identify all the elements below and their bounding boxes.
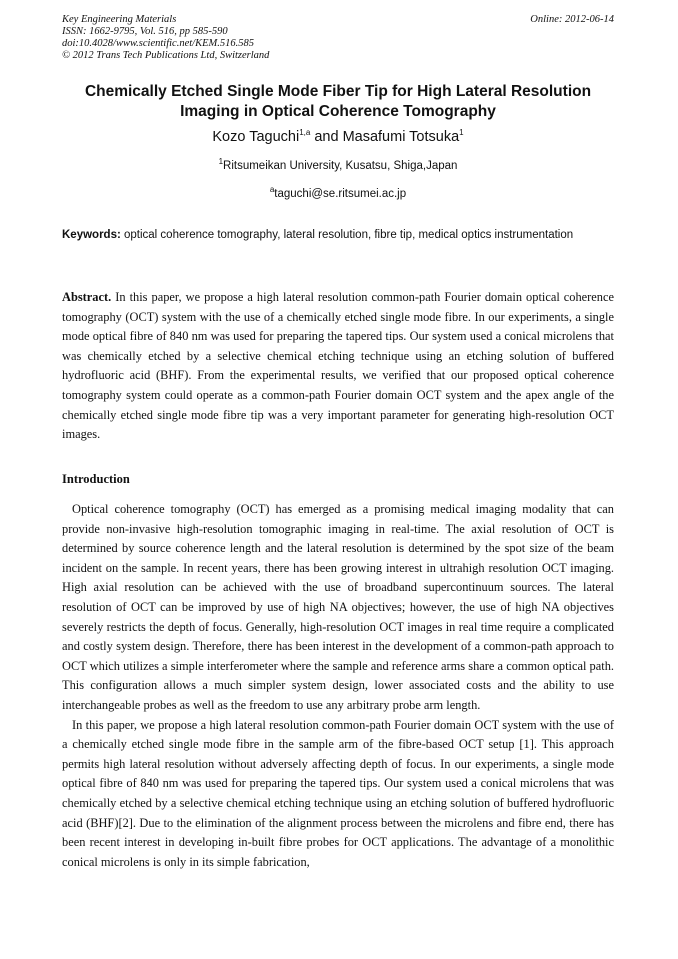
author-2: Masafumi Totsuka: [342, 129, 460, 145]
affiliation-superscript: 1: [218, 157, 224, 167]
abstract: [62, 288, 614, 445]
journal-issn: ISSN: 1662-9795, Vol. 516, pp 585-590: [62, 26, 228, 37]
author-1-superscript: 1,a: [299, 128, 311, 138]
author-1: Kozo Taguchi: [212, 129, 300, 145]
abstract-text: In this paper, we propose a high lateral resolution common-path Fourier domain optical coherence tomography (OCT) system with the use of a chemically etched single mode fibre. In our experiments, a single mode optical fibre of 840 nm was used for preparing the tapered tips. Our system used a conical microlens that was chemically etched by a selective chemical etching technique using an etching solution of buffered hydrofluoric acid (BHF). From the experimental results, we verified that our proposed optical coherence tomography system could operate as a common-path Fourier domain OCT system and the apex angle of the chemically etched single mode fibre tip was a very important parameter for generating high-resolution OCT images.: [62, 290, 614, 442]
journal-header: [62, 14, 614, 62]
keywords-text: optical coherence tomography, lateral resolution, fibre tip, medical optics instrumentation: [120, 229, 574, 241]
affiliation-text: Ritsumeikan University, Kusatsu, Shiga,Japan: [223, 160, 458, 172]
email-superscript: a: [269, 185, 275, 195]
author-conjunction: and: [310, 129, 343, 145]
author-2-superscript: 1: [459, 128, 464, 138]
abstract-label: Abstract.: [62, 290, 112, 304]
introduction-body: [62, 500, 614, 872]
keywords-label: Keywords:: [62, 229, 121, 241]
paper-title: Chemically Etched Single Mode Fiber Tip for High Lateral Resolution Imaging in Optical Coherence Tomography: [84, 83, 592, 120]
journal-doi[interactable]: doi:10.4028/www.scientific.net/KEM.516.585: [62, 38, 254, 49]
introduction-paragraph: Optical coherence tomography (OCT) has emerged as a promising medical imaging modality that can provide non-invasive high-resolution tomographic imaging in real-time. The axial resolution of OCT is determined by source coherence length and the lateral resolution is determined by the spot size of the beam incident on the sample. In recent years, there has been growing interest in ultrahigh resolution OCT imaging. High axial resolution can be achieved with the use of broadband supercontinuum sources. The lateral resolution of OCT can be improved by use of high NA objectives; however, the use of high NA objectives severely restricts the depth of focus. Generally, high-resolution OCT images in real time require a complicated and costly system design. Therefore, there has been interest in the development of a common-path approach to OCT which utilizes a simple interferometer where the sample and reference arms share a common optical path. This configuration allows a much simpler system design, lower associated costs and the ability to use interchangeable probes as well as the freedom to use any arbitrary probe arm length.: [62, 502, 614, 712]
author-line: [62, 128, 614, 146]
introduction-paragraph: In this paper, we propose a high lateral resolution common-path Fourier domain OCT system with the use of a chemically etched single mode fibre in the sample arm of the fibre-based OCT setup [1]. This approach permits high lateral resolution without adversely affecting depth of focus. In our experiments, a single mode optical fibre of 840 nm was used for preparing the tapered tips. Our system used a conical microlens that was chemically etched by a selective chemical etching technique using an etching solution of buffered hydrofluoric acid (BHF)[2]. Due to the elimination of the alignment process between the microlens and fibre end, there has been recent interest in developing in-built fibre probes for OCT applications. The advantage of a monolithic conical microlens is only in its simple fabrication,: [62, 717, 614, 869]
online-date: Online: 2012-06-14: [530, 14, 614, 25]
email-text[interactable]: taguchi@se.ritsumei.ac.jp: [274, 188, 407, 200]
journal-name: Key Engineering Materials: [62, 14, 177, 25]
introduction-heading: Introduction: [62, 472, 130, 486]
affiliation: [62, 158, 614, 174]
keywords: [62, 226, 614, 245]
journal-copyright: © 2012 Trans Tech Publications Ltd, Switzerland: [62, 50, 270, 61]
author-email: [62, 186, 614, 202]
